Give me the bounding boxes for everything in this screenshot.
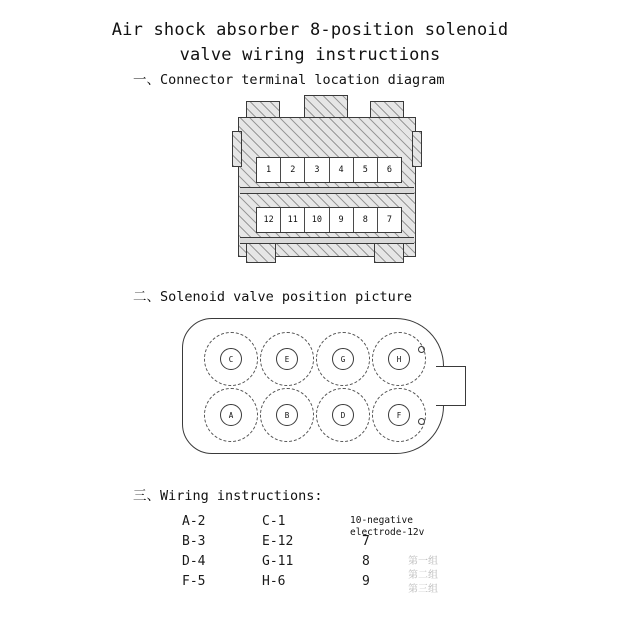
wiring-cell-col2: C-1	[262, 514, 286, 529]
connector-terminal-diagram	[232, 95, 422, 267]
connector-pin: 6	[378, 158, 401, 182]
section-heading-connector: 一、Connector terminal location diagram	[133, 72, 445, 88]
connector-pin-row-top	[256, 157, 402, 183]
solenoid-position-a	[204, 388, 258, 442]
solenoid-label: B	[276, 404, 298, 426]
page-title-line1: Air shock absorber 8-position solenoid	[111, 20, 509, 40]
faint-annotation: 第一组	[408, 556, 438, 567]
connector-pin: 9	[330, 208, 354, 232]
wiring-cell-col1: F-5	[182, 574, 206, 589]
solenoid-position-c	[204, 332, 258, 386]
valve-connector-plug	[436, 366, 466, 406]
connector-pin: 12	[257, 208, 281, 232]
connector-left-foot	[246, 241, 276, 263]
wiring-row	[182, 572, 492, 592]
connector-pin: 4	[330, 158, 354, 182]
wiring-row	[182, 512, 492, 532]
solenoid-label: D	[332, 404, 354, 426]
connector-center-tab	[304, 95, 348, 119]
wiring-instructions-table	[182, 512, 492, 592]
connector-pin: 3	[305, 158, 329, 182]
wiring-note-line1: 10-negative	[350, 515, 413, 526]
solenoid-position-g	[316, 332, 370, 386]
connector-divider-bar-lower	[240, 237, 414, 244]
solenoid-label: G	[332, 348, 354, 370]
wiring-note-line2: electrode-12v	[350, 526, 425, 538]
page-title-line2: valve wiring instructions	[179, 45, 441, 65]
faint-annotation: 第三组	[408, 584, 438, 595]
connector-pin: 2	[281, 158, 305, 182]
solenoid-valve-diagram	[182, 318, 472, 458]
connector-pin: 10	[305, 208, 329, 232]
wiring-cell-col1: B-3	[182, 534, 206, 549]
connector-pin: 11	[281, 208, 305, 232]
section-heading-wiring: 三、Wiring instructions:	[133, 488, 323, 504]
connector-pin: 5	[354, 158, 378, 182]
solenoid-position-e	[260, 332, 314, 386]
connector-right-notch	[412, 131, 422, 167]
wiring-row	[182, 532, 492, 552]
faint-annotation: 第二组	[408, 570, 438, 581]
connector-pin: 1	[257, 158, 281, 182]
section-heading-valve: 二、Solenoid valve position picture	[133, 289, 412, 305]
connector-right-foot	[374, 241, 404, 263]
solenoid-position-b	[260, 388, 314, 442]
wiring-cell-col3: 9	[362, 574, 370, 589]
connector-pin: 8	[354, 208, 378, 232]
solenoid-label: A	[220, 404, 242, 426]
connector-left-notch	[232, 131, 242, 167]
solenoid-label: F	[388, 404, 410, 426]
solenoid-label: H	[388, 348, 410, 370]
solenoid-label: C	[220, 348, 242, 370]
solenoid-position-h	[372, 332, 426, 386]
connector-pin: 7	[378, 208, 401, 232]
wiring-note	[350, 515, 424, 538]
page-title	[0, 18, 620, 68]
wiring-row	[182, 552, 492, 572]
solenoid-position-f	[372, 388, 426, 442]
wiring-cell-col3: 8	[362, 554, 370, 569]
solenoid-label: E	[276, 348, 298, 370]
connector-divider-bar-upper	[240, 187, 414, 194]
wiring-cell-col3: 7	[362, 534, 370, 549]
wiring-cell-col1: A-2	[182, 514, 206, 529]
wiring-cell-col2: H-6	[262, 574, 286, 589]
wiring-cell-col1: D-4	[182, 554, 206, 569]
wiring-cell-col2: E-12	[262, 534, 294, 549]
solenoid-position-d	[316, 388, 370, 442]
wiring-cell-col2: G-11	[262, 554, 294, 569]
connector-pin-row-bottom	[256, 207, 402, 233]
